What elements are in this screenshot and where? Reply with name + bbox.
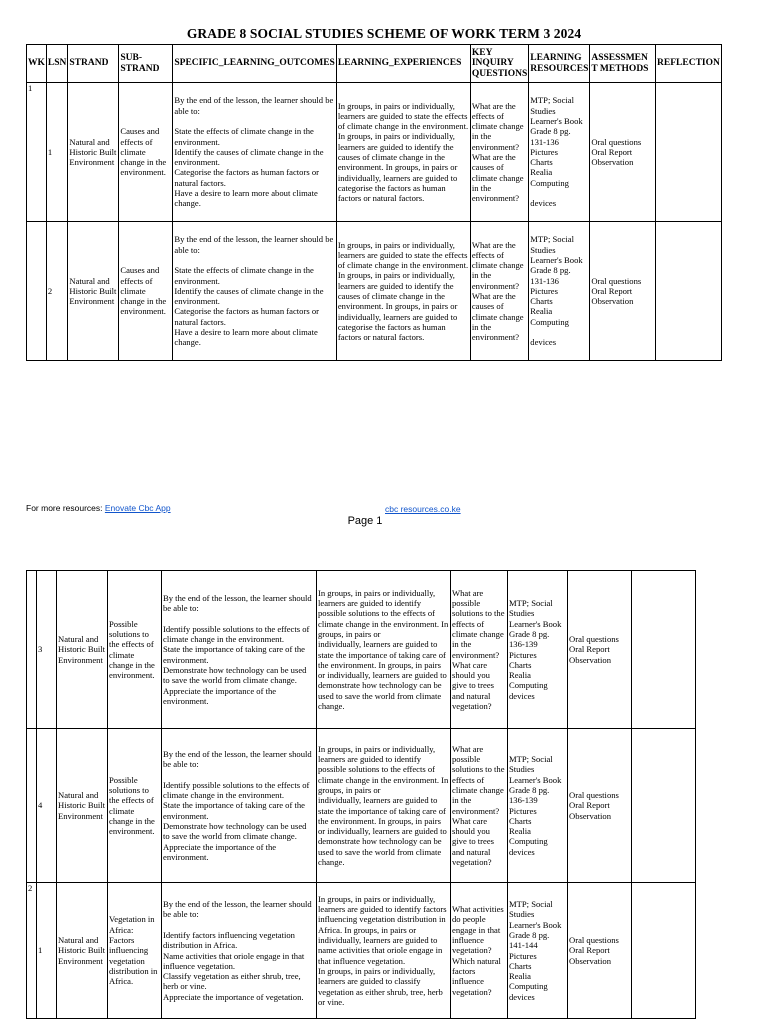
header-learning-resources: LEARNING RESOURCES <box>529 45 590 83</box>
cell-lsn: 2 <box>46 222 67 361</box>
cell-key-inquiry-questions: What are possible solutions to the effects of climate change in the environment? What care should you give to trees and natural vegetation? <box>451 729 508 883</box>
cell-sub-strand: Causes and effects of climate change in the environment. <box>119 83 173 222</box>
table-row <box>27 222 722 361</box>
cell-learning-resources: MTP; Social Studies Learner's Book Grade 8 pg. 131-136 Pictures Charts Realia Computing devices <box>529 83 590 222</box>
cell-reflection <box>632 571 696 729</box>
cell-reflection <box>632 883 696 1019</box>
cell-sub-strand: Possible solutions to the effects of climate change in the environment. <box>108 571 162 729</box>
cell-key-inquiry-questions: What are the effects of climate change in the environment? What are the causes of climate change in the environment? <box>470 83 528 222</box>
cell-wk: 1 <box>27 83 47 222</box>
footer-resources <box>26 503 171 513</box>
scheme-table-page-1 <box>26 44 722 361</box>
cell-learning-experiences: In groups, in pairs or individually, learners are guided to identify possible solutions to the effects of climate change in the environment. In groups, in pairs or individually, learners are guided to state the importance of taking care of the environment. In groups, in pairs or individually, learners are guided to demonstrate how technology can be used to save the world from climate change. <box>317 729 451 883</box>
cell-reflection <box>632 729 696 883</box>
cell-lsn: 3 <box>37 571 57 729</box>
cell-learning-experiences: In groups, in pairs or individually, learners are guided to state the effects of climate change in the environment. In groups, in pairs or individually, learners are guided to identify the causes of climate change in the environment. In groups, in pairs or individually, learners are guided to categorise the factors as human factors or natural factors. <box>336 222 470 361</box>
cell-learning-experiences: In groups, in pairs or individually, learners are guided to identify factors influencing vegetation distribution in Africa. In groups, in pairs or individually, learners are guided to name activities that oriole engage in that influence vegetation. In groups, in pairs or individually, learners are guided to classify vegetation as either shrub, tree, herb or vine. <box>317 883 451 1019</box>
cell-learning-experiences: In groups, in pairs or individually, learners are guided to identify possible solutions to the effects of climate change in the environment. In groups, in pairs or individually, learners are guided to state the importance of taking care of the environment. In groups, in pairs or individually, learners are guided to demonstrate how technology can be used to save the world from climate change. <box>317 571 451 729</box>
page-number: Page 1 <box>347 515 383 527</box>
enovate-app-link[interactable]: Enovate Cbc App <box>104 503 171 513</box>
cell-assessment-methods: Oral questions Oral Report Observation <box>590 222 656 361</box>
page-2 <box>0 565 768 1024</box>
header-assessment-methods: ASSESSMENT METHODS <box>590 45 656 83</box>
cell-assessment-methods: Oral questions Oral Report Observation <box>568 571 632 729</box>
cell-strand: Natural and Historic Built Environment <box>68 83 119 222</box>
cell-learning-resources: MTP; Social Studies Learner's Book Grade 8 pg. 141-144 Pictures Charts Realia Computing devices <box>508 883 568 1019</box>
cell-assessment-methods: Oral questions Oral Report Observation <box>568 729 632 883</box>
table-header-row <box>27 45 722 83</box>
cbc-resources-link[interactable]: cbc resources.co.ke <box>385 504 461 514</box>
cell-sub-strand: Possible solutions to the effects of climate change in the environment. <box>108 729 162 883</box>
cell-wk: 2 <box>27 883 37 1019</box>
cell-strand: Natural and Historic Built Environment <box>57 571 108 729</box>
table-row <box>27 883 696 1019</box>
cell-reflection <box>656 83 722 222</box>
header-specific-learning-outcomes: SPECIFIC_LEARNING_OUTCOMES <box>173 45 336 83</box>
footer-prefix: For more resources: <box>26 503 105 513</box>
table-row <box>27 729 696 883</box>
cell-key-inquiry-questions: What are possible solutions to the effects of climate change in the environment? What care should you give to trees and natural vegetation? <box>451 571 508 729</box>
header-sub-strand: SUB-STRAND <box>119 45 173 83</box>
header-key-inquiry-questions: KEY INQUIRY QUESTIONS <box>470 45 528 83</box>
cell-wk <box>27 729 37 883</box>
table-row <box>27 83 722 222</box>
cell-assessment-methods: Oral questions Oral Report Observation <box>590 83 656 222</box>
cell-wk <box>27 222 47 361</box>
table-row <box>27 571 696 729</box>
header-wk: WK <box>27 45 47 83</box>
cell-learning-resources: MTP; Social Studies Learner's Book Grade 8 pg. 131-136 Pictures Charts Realia Computing devices <box>529 222 590 361</box>
cell-lsn: 4 <box>37 729 57 883</box>
cell-learning-resources: MTP; Social Studies Learner's Book Grade 8 pg. 136-139 Pictures Charts Realia Computing devices <box>508 571 568 729</box>
cell-key-inquiry-questions: What activities do people engage in that influence vegetation? Which natural factors influence vegetation? <box>451 883 508 1019</box>
cell-lsn: 1 <box>37 883 57 1019</box>
header-lsn: LSN <box>46 45 67 83</box>
header-strand: STRAND <box>68 45 119 83</box>
cell-sub-strand: Causes and effects of climate change in the environment. <box>119 222 173 361</box>
header-reflection: REFLECTION <box>656 45 722 83</box>
cell-specific-learning-outcomes: By the end of the lesson, the learner should be able to: State the effects of climate change in the environment. Identify the causes of climate change in the environment. Categorise the factors as human factors or natural factors. Have a desire to learn more about climate change. <box>173 222 336 361</box>
cell-strand: Natural and Historic Built Environment <box>57 883 108 1019</box>
cell-specific-learning-outcomes: By the end of the lesson, the learner should be able to: State the effects of climate change in the environment. Identify the causes of climate change in the environment. Categorise the factors as human factors or natural factors. Have a desire to learn more about climate change. <box>173 83 336 222</box>
cell-specific-learning-outcomes: By the end of the lesson, the learner should be able to: Identify possible solutions to the effects of climate change in the environment. State the importance of taking care of the environment. Demonstrate how technology can be used to save the world from climate change. Appreciate the importance of the environment. <box>162 571 317 729</box>
cell-learning-resources: MTP; Social Studies Learner's Book Grade 8 pg. 136-139 Pictures Charts Realia Computing devices <box>508 729 568 883</box>
cell-learning-experiences: In groups, in pairs or individually, learners are guided to state the effects of climate change in the environment. In groups, in pairs or individually, learners are guided to identify the causes of climate change in the environment. In groups, in pairs or individually, learners are guided to categorise the factors as human factors or natural factors. <box>336 83 470 222</box>
cell-specific-learning-outcomes: By the end of the lesson, the learner should be able to: Identify possible solutions to the effects of climate change in the environment. State the importance of taking care of the environment. Demonstrate how technology can be used to save the world from climate change. Appreciate the importance of the environment. <box>162 729 317 883</box>
document-title: GRADE 8 SOCIAL STUDIES SCHEME OF WORK TERM 3 2024 <box>186 26 582 41</box>
cell-key-inquiry-questions: What are the effects of climate change in the environment? What are the causes of climate change in the environment? <box>470 222 528 361</box>
cell-assessment-methods: Oral questions Oral Report Observation <box>568 883 632 1019</box>
scheme-table-page-2 <box>26 570 696 1019</box>
cell-sub-strand: Vegetation in Africa: Factors influencing vegetation distribution in Africa. <box>108 883 162 1019</box>
cell-lsn: 1 <box>46 83 67 222</box>
cell-strand: Natural and Historic Built Environment <box>68 222 119 361</box>
cell-wk <box>27 571 37 729</box>
cell-strand: Natural and Historic Built Environment <box>57 729 108 883</box>
cell-reflection <box>656 222 722 361</box>
cell-specific-learning-outcomes: By the end of the lesson, the learner should be able to: Identify factors influencing vegetation distribution in Africa. Name activities that oriole engage in that influence vegetation. Classify vegetation as either shrub, tree, herb or vine. Appreciate the importance of vegetation. <box>162 883 317 1019</box>
header-learning-experiences: LEARNING_EXPERIENCES <box>336 45 470 83</box>
